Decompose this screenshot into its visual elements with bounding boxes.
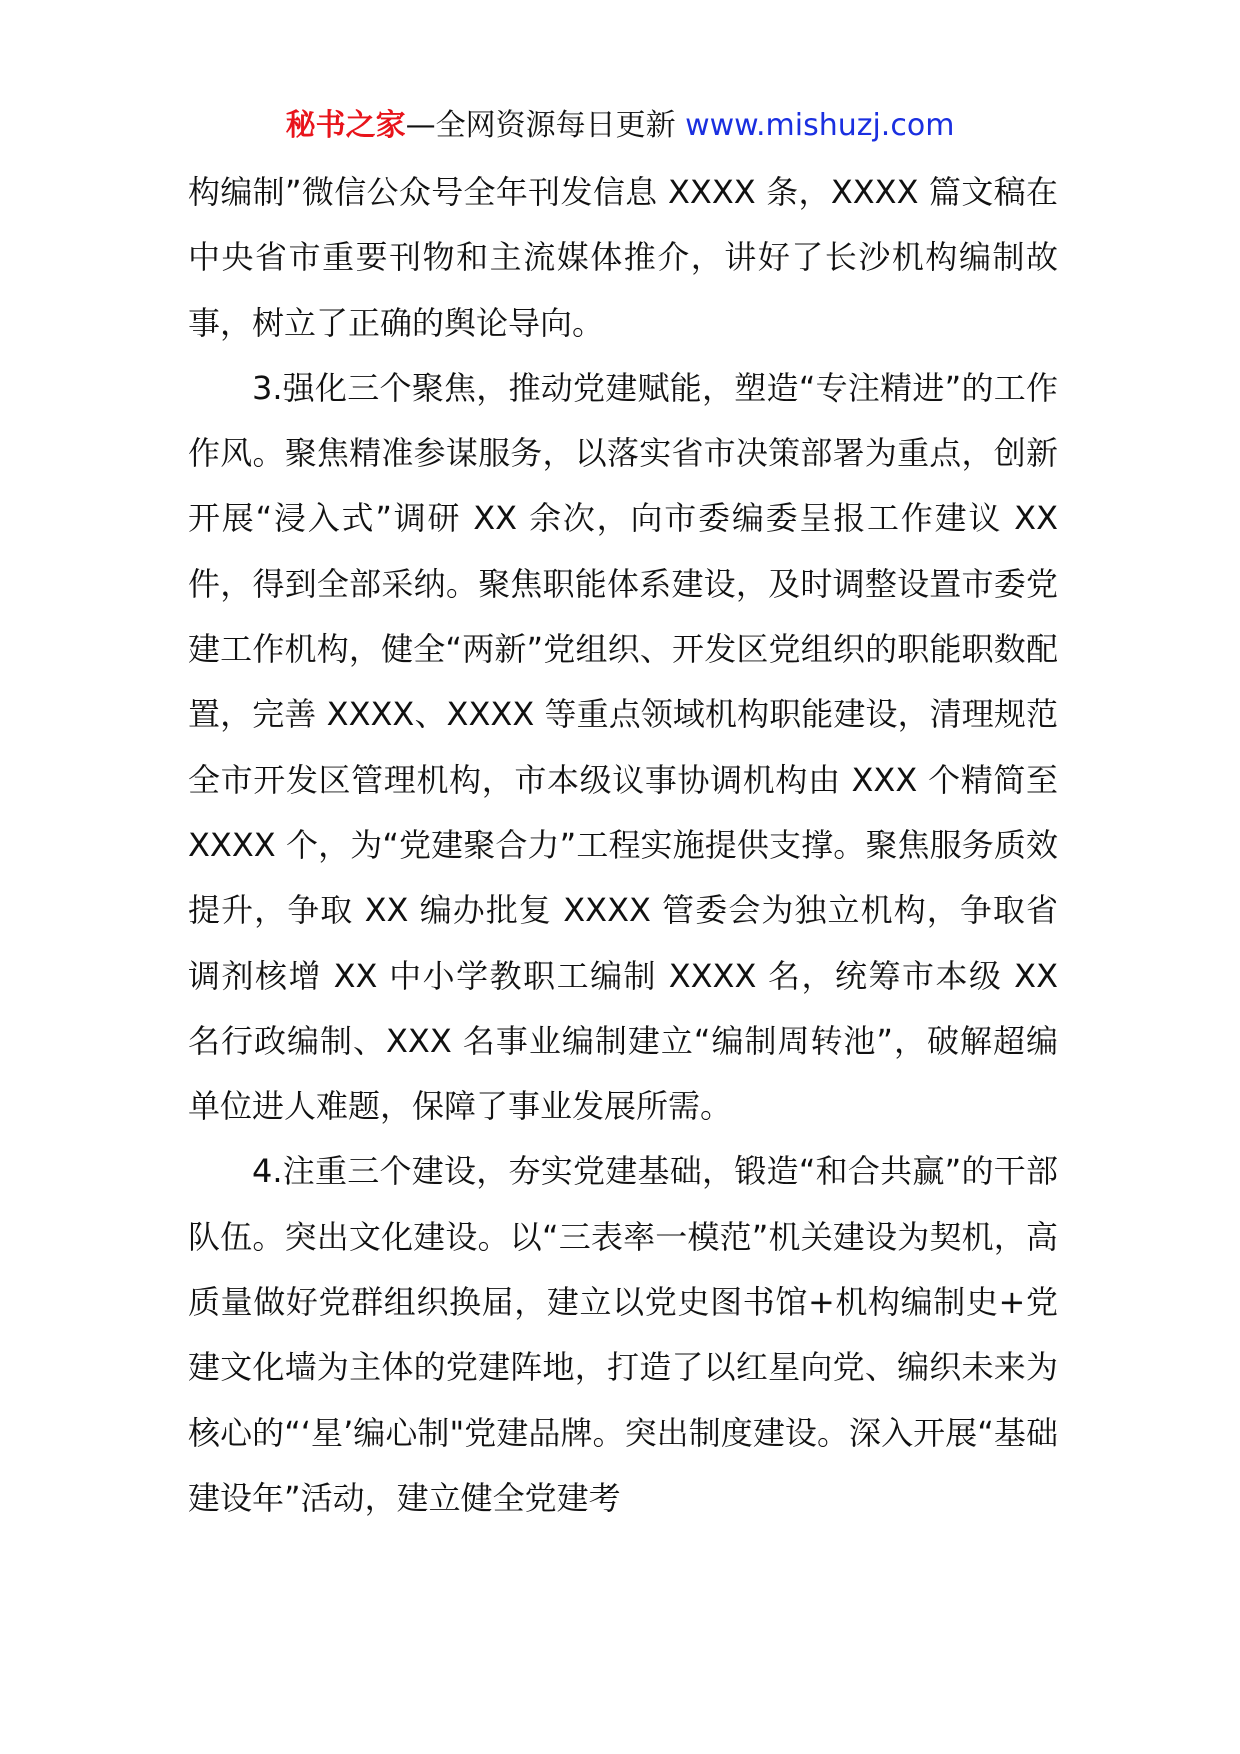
header-tagline: —全网资源每日更新: [405, 108, 676, 143]
page-header: [0, 104, 1240, 148]
document-body: [188, 160, 1058, 1531]
paragraph-item-4: 4.注重三个建设，夯实党建基础，锻造“和合共赢”的干部队伍。突出文化建设。以“三表率一模范”机关建设为契机，高质量做好党群组织换届，建立以党史图书馆+机构编制史+党建文化墙为主体的党建阵地，打造了以红星向党、编织未来为核心的“‘星’编心制"党建品牌。突出制度建设。深入开展“基础建设年”活动，建立健全党建考: [188, 1152, 1058, 1517]
paragraph-continuation: 构编制”微信公众号全年刊发信息 XXXX 条，XXXX 篇文稿在中央省市重要刊物和主流媒体推介，讲好了长沙机构编制故事，树立了正确的舆论导向。: [188, 173, 1058, 342]
brand-name: 秘书之家: [285, 108, 406, 143]
paragraph-item-3: 3.强化三个聚焦，推动党建赋能，塑造“专注精进”的工作作风。聚焦精准参谋服务，以落实省市决策部署为重点，创新开展“浸入式”调研 XX 余次，向市委编委呈报工作建议 XX 件，得到全部采纳。聚焦职能体系建设，及时调整设置市委党建工作机构，健全“两新”党组织、开发区党组织的职能职数配置，完善 XXXX、XXXX 等重点领域机构职能建设，清理规范全市开发区管理机构，市本级议事协调机构由 XXX 个精简至 XXXX 个，为“党建聚合力”工程实施提供支撑。聚焦服务质效提升，争取 XX 编办批复 XXXX 管委会为独立机构，争取省调剂核增 XX 中小学教职工编制 XXXX 名，统筹市本级 XX 名行政编制、XXX 名事业编制建立“编制周转池”，破解超编单位进人难题，保障了事业发展所需。: [188, 368, 1058, 1126]
site-url-link[interactable]: www.mishuzj.com: [675, 108, 955, 143]
